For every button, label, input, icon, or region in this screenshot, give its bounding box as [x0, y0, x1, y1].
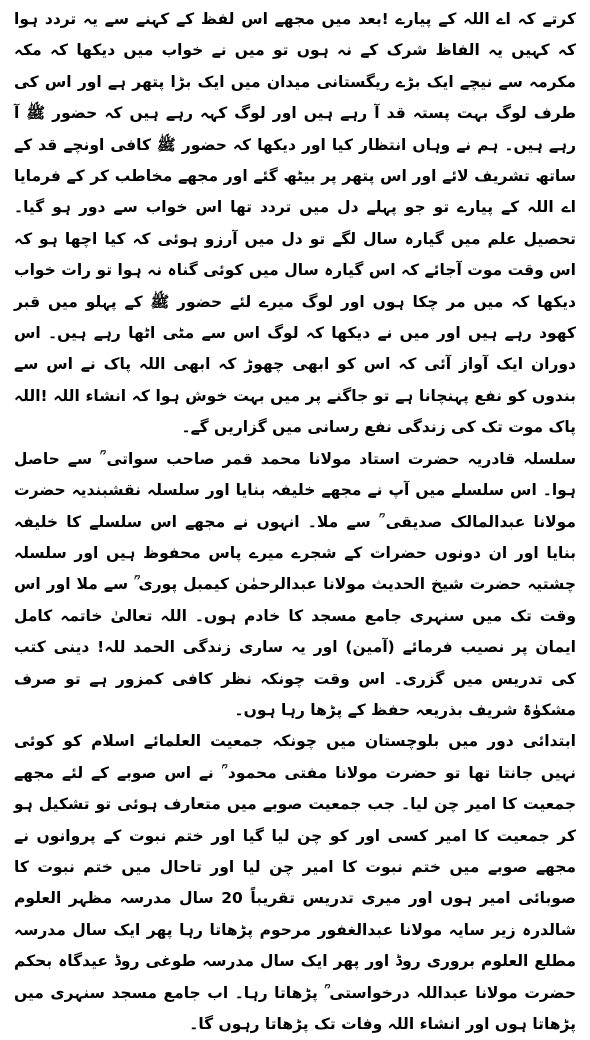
paragraph-dream-narrative: کرتے کہ اے اللہ کے پیارے !بعد میں مجھے اس لفظ کے کہنے سے یہ تردد ہوا کہ کہیں یہ الفاظ شرک کے نہ ہوں تو میں نے خواب میں دیکھا کہ مکہ مکرمہ سے نیچے ایک بڑے ریگستانی میدان میں ایک بڑا پتھر ہے اور اس کی طرف لوگ بہت پستہ قد آ رہے ہیں اور لوگ کہہ رہے ہیں کہ حضور ﷺ آ رہے ہیں۔ ہم نے وہاں انتظار کیا اور دیکھا کہ حضور ﷺ کافی اونچے قد کے ساتھ تشریف لائے اور اس پتھر پر بیٹھ گئے اور مجھے مخاطب کر کے فرمایا اے اللہ کے پیارے تو جو پہلے دل میں تردد تھا اس خواب سے دور ہو گیا۔ تحصیل علم میں گیارہ سال لگے تو دل میں آرزو ہوئی کہ کیا اچھا ہو کہ اس وقت موت آجائے کہ اس گیارہ سال میں کوئی گناہ نہ ہوا تو رات خواب دیکھا کہ میں مر چکا ہوں اور لوگ میرے لئے حضور ﷺ کے پہلو میں قبر کھود رہے ہیں اور میں نے دیکھا کہ لوگ اس سے مٹی اٹھا رہے ہیں۔ اس دوران ایک آواز آئی کہ اس کو ابھی چھوڑ کہ ابھی اللہ پاک نے اس سے بندوں کو نفع پہنچانا ہے تو جاگنے پر میں بہت خوش ہوا کہ انشاء اللہ !اللہ پاک موت تک کی زندگی نفع رسانی میں گزاریں گے۔: [14, 10, 576, 437]
paragraph-sufi-orders: سلسلہ قادریہ حضرت استاد مولانا محمد قمر صاحب سواتی ؒ سے حاصل ہوا۔ اس سلسلے میں آپ نے مجھے خلیفہ بنایا اور سلسلہ نقشبندیہ حضرت مولانا عبدالمالک صدیقی ؒ سے ملا۔ انہوں نے مجھے اس سلسلے کا خلیفہ بنایا اور ان دونوں حضرات کے شجرے میرے پاس محفوظ ہیں اور سلسلہ چشتیہ حضرت شیخ الحدیث مولانا عبدالرحمٰن کیمبل پوری ؒ سے ملا اور اس وقت تک میں سنہری جامع مسجد کا خادم ہوں۔ اللہ تعالیٰ خاتمہ کامل ایمان پر نصیب فرمائے (آمین) اور یہ ساری زندگی الحمد للہ! دینی کتب کی تدریس میں گزری۔ اس وقت چونکہ نظر کافی کمزور ہے تو صرف مشکوٰۃ شریف بذریعہ حفظ کے پڑھا رہا ہوں۔: [14, 449, 576, 719]
paragraph-jamiat-teaching: ابتدائی دور میں بلوچستان میں چونکہ جمعیت العلمائے اسلام کو کوئی نہیں جانتا تھا تو حضرت مولانا مفتی محمود ؒ نے اس صوبے کے لئے مجھے جمعیت کا امیر چن لیا۔ جب جمعیت صوبے میں متعارف ہوئی تو تشکیل ہو کر جمعیت کا امیر کسی اور کو چن لیا گیا اور ختم نبوت کے پروانوں نے مجھے صوبے میں ختم نبوت کا امیر چن لیا اور تاحال میں ختم نبوت کا صوبائی امیر ہوں اور میری تدریس تقریباً 20 سال مدرسہ مظہر العلوم شالدرہ زیر سایہ مولانا عبدالغفور مرحوم پڑھاتا رہا پھر ایک سال مدرسہ مطلع العلوم بروری روڈ اور پھر ایک سال مدرسہ طوغی روڈ عیدگاہ بحکم حضرت مولانا عبداللہ درخواستی ؒ پڑھاتا رہا۔ اب جامع مسجد سنہری میں پڑھاتا ہوں اور انشاء اللہ وفات تک پڑھاتا رہوں گا۔: [14, 732, 576, 1033]
